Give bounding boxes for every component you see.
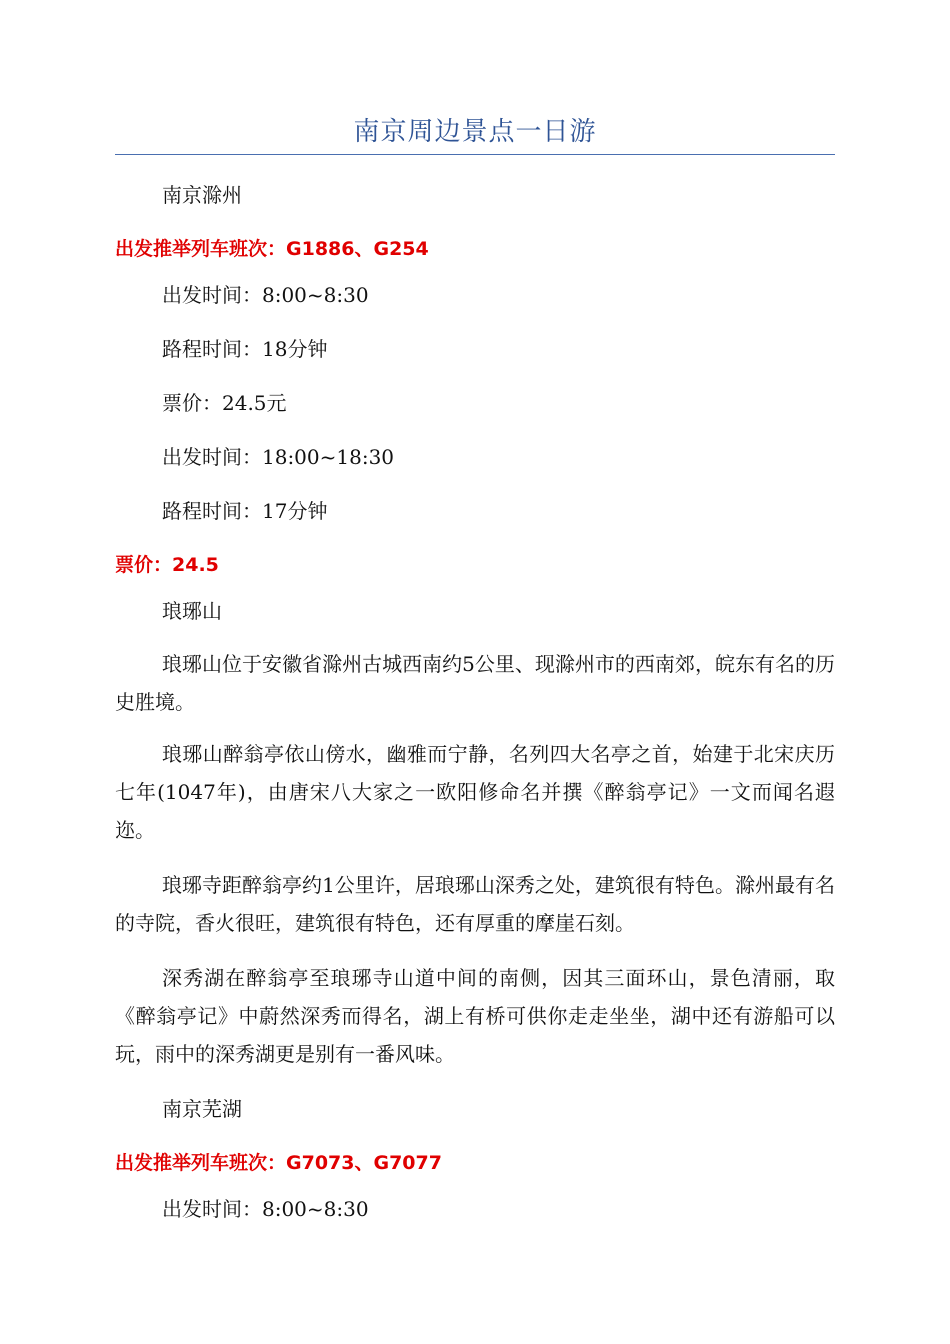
paragraph-langya-temple: 琅琊寺距醉翁亭约1公里许，居琅琊山深秀之处，建筑很有特色。滁州最有名的寺院，香火很旺，建筑很有特色，还有厚重的摩崖石刻。 [115, 873, 835, 935]
title-underline [115, 154, 835, 155]
departure-time-evening: 出发时间：18:00~18:30 [162, 445, 395, 469]
paragraph-langya-intro: 琅琊山位于安徽省滁州古城西南约5公里、现滁州市的西南郊，皖东有名的历史胜境。 [115, 652, 835, 714]
document-title: 南京周边景点一日游 [353, 117, 597, 147]
ticket-price-morning: 票价：24.5元 [162, 391, 287, 415]
paragraph-shenxiu-lake: 深秀湖在醉翁亭至琅琊寺山道中间的南侧，因其三面环山，景色清丽，取《醉翁亭记》中蔚然深秀而得名，湖上有桥可供你走走坐坐，湖中还有游船可以玩，雨中的深秀湖更是别有一番风味。 [115, 966, 835, 1066]
departure-time-wuhu: 出发时间：8:00~8:30 [162, 1197, 369, 1221]
section-heading-nanjing-chuzhou: 南京滁州 [162, 183, 242, 207]
train-recommendation-wuhu: 出发推举列车班次：G7073、G7077 [115, 1152, 442, 1174]
ticket-price-evening: 票价：24.5 [115, 554, 219, 576]
travel-duration-evening: 路程时间：17分钟 [162, 499, 328, 523]
paragraph-zuiweng-pavilion: 琅琊山醉翁亭依山傍水，幽雅而宁静，名列四大名亭之首，始建于北宋庆历七年(1047年)，由唐宋八大家之一欧阳修命名并撰《醉翁亭记》一文而闻名遐迩。 [115, 742, 835, 842]
section-heading-langya-mountain: 琅琊山 [162, 599, 222, 623]
travel-duration-morning: 路程时间：18分钟 [162, 337, 328, 361]
section-heading-nanjing-wuhu: 南京芜湖 [162, 1097, 242, 1121]
train-recommendation-chuzhou: 出发推举列车班次：G1886、G254 [115, 238, 429, 260]
departure-time-morning: 出发时间：8:00~8:30 [162, 283, 369, 307]
